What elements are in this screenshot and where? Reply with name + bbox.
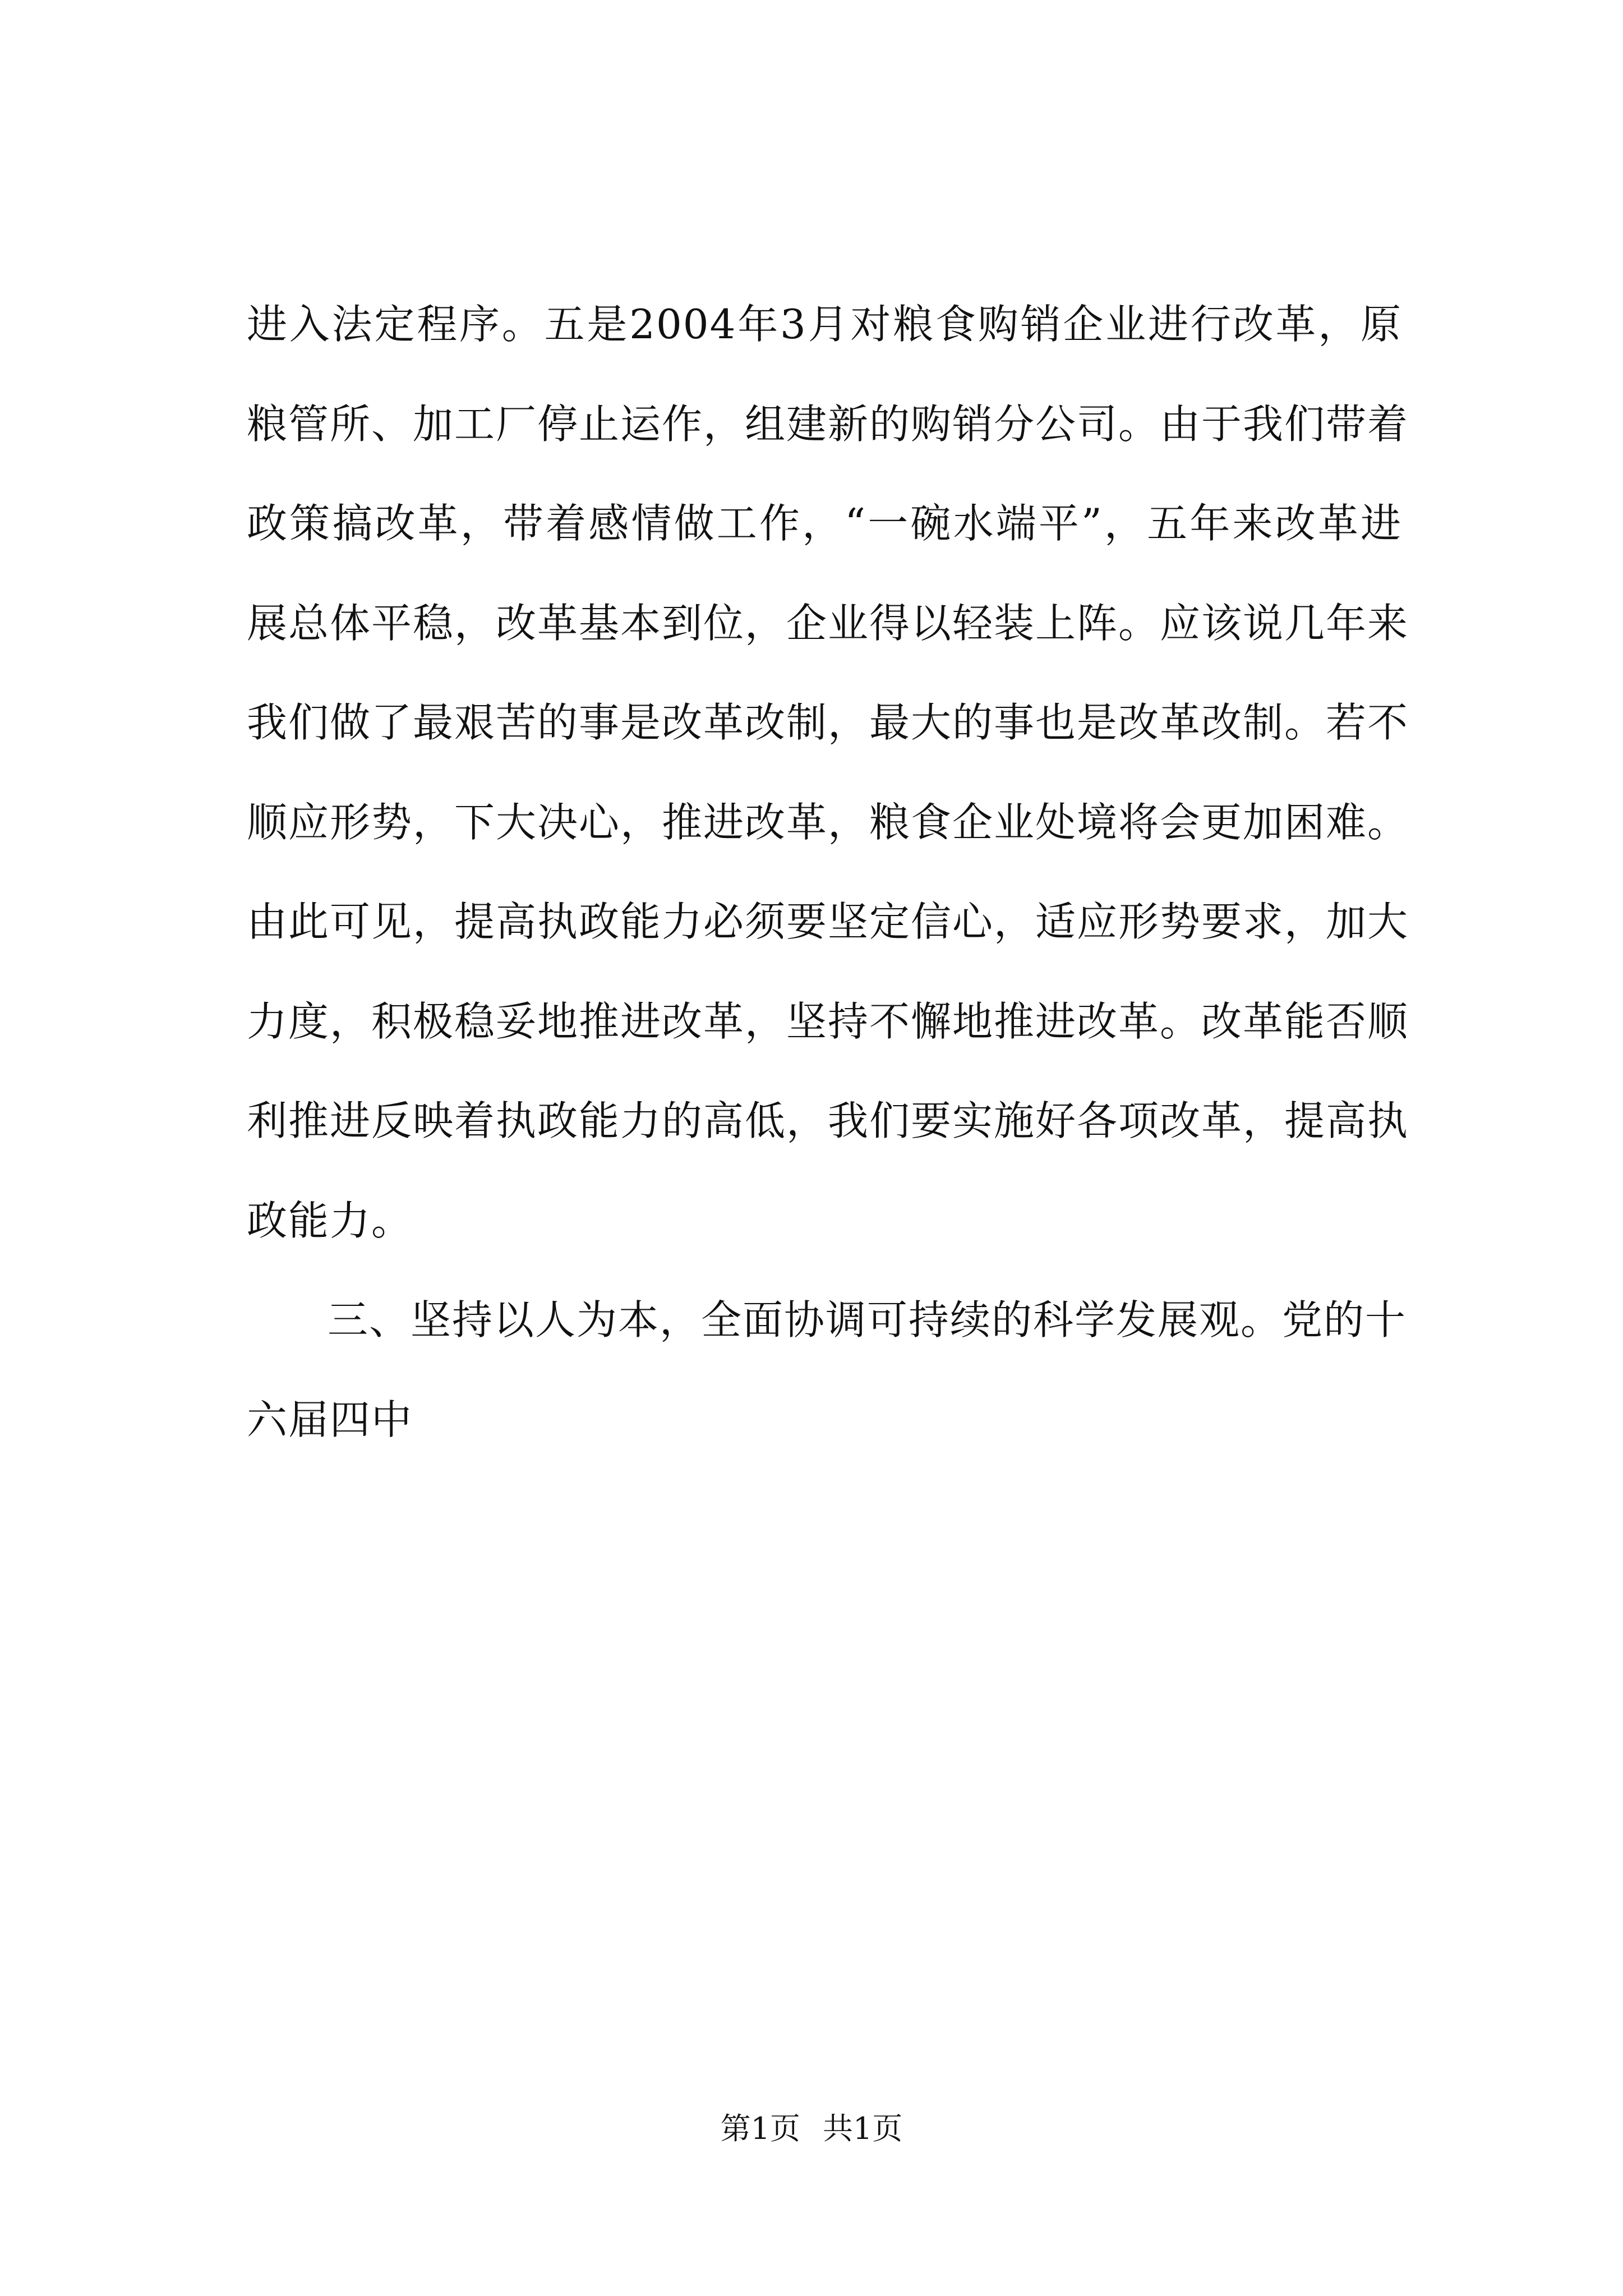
- paragraph-line: 展总体平稳，改革基本到位，企业得以轻装上阵。应该说几年来: [247, 599, 1409, 647]
- page-total: 共1页: [823, 2111, 903, 2146]
- page-number: 第1页: [720, 2111, 800, 2146]
- paragraph-line: 粮管所、加工厂停止运作，组建新的购销分公司。由于我们带着: [247, 400, 1409, 448]
- paragraph-line: 政策搞改革，带着感情做工作，“一碗水端平”，五年来改革进: [247, 500, 1402, 547]
- section-heading-line: 三、坚持以人为本，全面协调可持续的科学发展观。党的十: [328, 1296, 1407, 1343]
- page-footer: [0, 2109, 1623, 2148]
- body-text: [247, 296, 1409, 1491]
- paragraph-line: 我们做了最艰苦的事是改革改制，最大的事也是改革改制。若不: [247, 699, 1409, 746]
- paragraph-line: 顺应形势，下大决心，推进改革，粮食企业处境将会更加困难。: [247, 798, 1409, 846]
- paragraph-line: 政能力。: [247, 1197, 413, 1244]
- paragraph-line: 力度，积极稳妥地推进改革，坚持不懈地推进改革。改革能否顺: [247, 997, 1409, 1045]
- paragraph-line: 利推进反映着执政能力的高低，我们要实施好各项改革，提高执: [247, 1097, 1409, 1144]
- paragraph-line: 进入法定程序。五是2004年3月对粮食购销企业进行改革，原: [247, 301, 1402, 348]
- paragraph-line: 六届四中: [247, 1396, 413, 1443]
- paragraph-line: 由此可见，提高执政能力必须要坚定信心，适应形势要求，加大: [247, 898, 1409, 945]
